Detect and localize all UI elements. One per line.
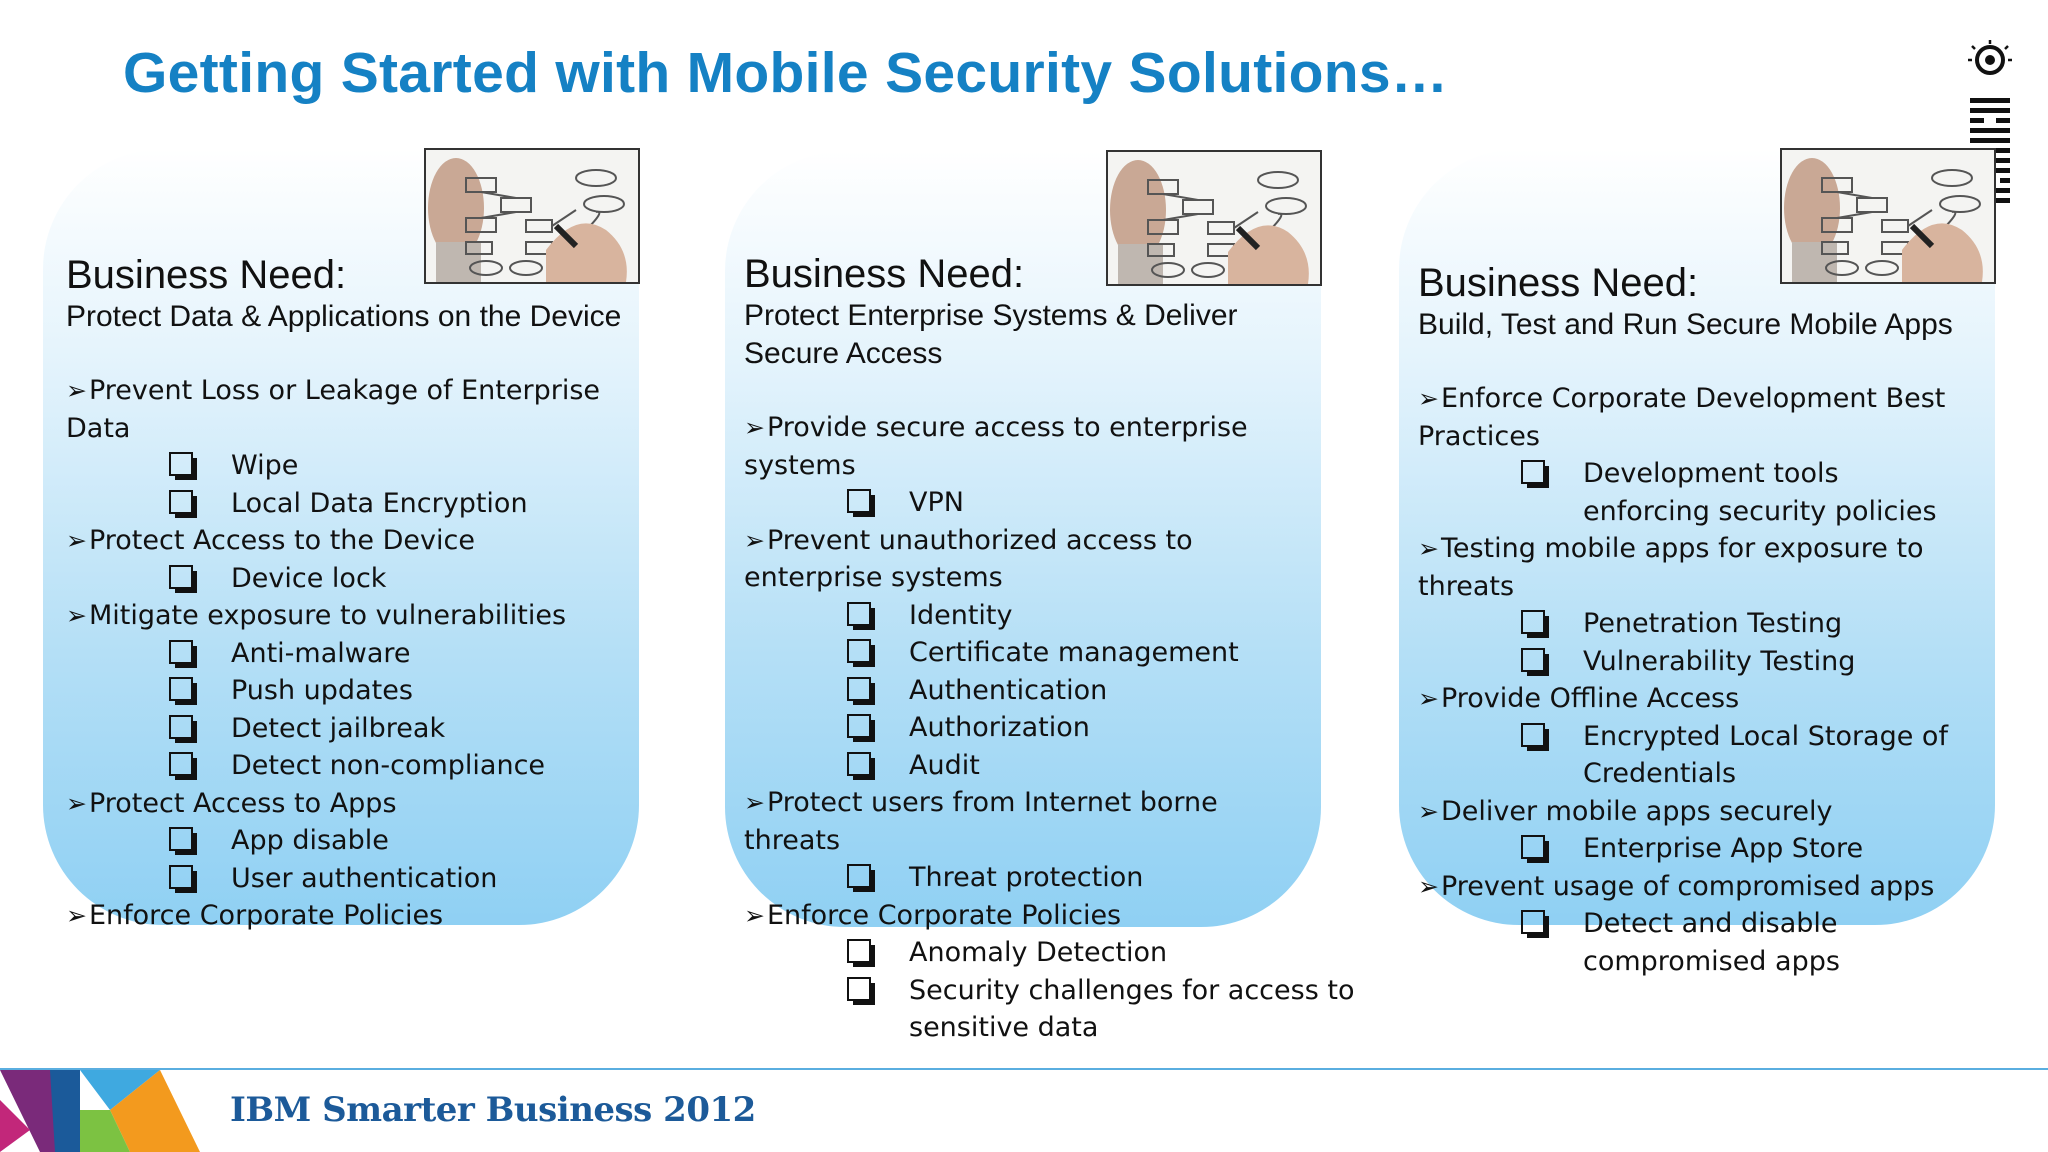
business-need-heading: Business Need:	[1418, 261, 1699, 305]
list-item	[1418, 680, 1958, 793]
sub-item-text: Threat protection	[909, 862, 1144, 893]
sub-item-text: Detect non-compliance	[231, 750, 546, 781]
sub-item-text: Certificate management	[909, 637, 1239, 668]
sub-item-text: Encrypted Local Storage of Credentials	[1583, 720, 1948, 789]
sub-item-text: Security challenges for access to sensitive data	[909, 974, 1355, 1043]
arrow-bullet-icon: ➢	[1418, 684, 1439, 713]
arrow-bullet-icon: ➢	[744, 525, 765, 555]
business-need-heading: Business Need:	[66, 253, 347, 297]
checkbox-icon	[1521, 910, 1545, 934]
list-item	[744, 784, 1314, 897]
sub-item-text: Vulnerability Testing	[1583, 645, 1856, 677]
list-item	[744, 409, 1314, 522]
arrow-bullet-icon: ➢	[66, 901, 87, 930]
list-item-text: Prevent unauthorized access to enterprise systems	[744, 524, 1193, 593]
checkbox-icon	[1521, 610, 1545, 634]
checkbox-icon	[847, 639, 871, 663]
sub-item-text: Detect and disable compromised apps	[1583, 908, 1840, 977]
sub-item	[744, 859, 1314, 897]
sub-item	[744, 972, 1379, 1047]
list-item-text: Prevent Loss or Leakage of Enterprise Data	[66, 375, 601, 444]
sub-item	[744, 484, 1314, 522]
sub-item-text: Authentication	[909, 674, 1108, 706]
list-item-text: Enforce Corporate Policies	[766, 899, 1122, 931]
arrow-bullet-icon: ➢	[1418, 871, 1439, 901]
requirements-list	[744, 409, 1355, 1047]
checkbox-icon	[169, 565, 193, 589]
sub-item	[744, 672, 1314, 710]
sub-item	[1418, 455, 1958, 530]
sub-item-text: Development tools enforcing security policies	[1583, 458, 1937, 527]
requirements-list	[66, 372, 636, 935]
sub-item-text: Local Data Encryption	[231, 487, 528, 519]
sub-item	[1418, 718, 1958, 793]
requirements-list	[1418, 380, 1958, 980]
arrow-bullet-icon: ➢	[66, 376, 87, 405]
sub-item	[66, 860, 636, 898]
checkbox-icon	[847, 602, 871, 626]
list-item-text: Protect Access to the Device	[88, 525, 475, 556]
list-item	[1418, 793, 1958, 868]
arrow-bullet-icon: ➢	[744, 788, 765, 817]
list-item-text: Testing mobile apps for exposure to threats	[1418, 533, 1924, 602]
list-item-text: Provide secure access to enterprise systems	[744, 412, 1248, 481]
checkbox-icon	[1521, 460, 1545, 484]
sub-item	[66, 710, 636, 748]
checkbox-icon	[847, 489, 871, 513]
list-item	[66, 897, 636, 935]
checkbox-icon	[169, 865, 193, 889]
sub-item	[66, 635, 636, 673]
checkbox-icon	[169, 677, 193, 701]
sub-item	[1418, 643, 1958, 681]
sub-item	[66, 822, 636, 860]
list-item-text: Deliver mobile apps securely	[1440, 795, 1833, 827]
sub-item-text: Anti-malware	[231, 637, 411, 669]
list-item	[1418, 530, 1958, 680]
arrow-bullet-icon: ➢	[744, 413, 765, 442]
business-need-description: Build, Test and Run Secure Mobile Apps	[1418, 308, 1953, 341]
checkbox-icon	[169, 640, 193, 664]
sub-item-text: VPN	[909, 487, 964, 518]
sub-item-text: Wipe	[231, 450, 299, 481]
list-item-text: Provide Offline Access	[1440, 683, 1740, 714]
checkbox-icon	[169, 490, 193, 514]
sub-item	[66, 485, 636, 523]
list-item	[1418, 380, 1958, 530]
sub-item-text: App disable	[231, 825, 389, 856]
sub-item	[66, 672, 636, 710]
column-3	[1418, 260, 1958, 980]
list-item	[744, 897, 1355, 1047]
checkbox-icon	[847, 677, 871, 701]
list-item	[66, 372, 636, 522]
sub-item-text: Detect jailbreak	[231, 712, 446, 744]
sub-item-text: User authentication	[231, 862, 498, 894]
checkbox-icon	[1521, 723, 1545, 747]
sub-item-text: Push updates	[231, 675, 413, 706]
list-item-text: Protect Access to Apps	[88, 787, 397, 819]
arrow-bullet-icon: ➢	[66, 601, 87, 630]
column-1	[66, 252, 636, 935]
checkbox-icon	[169, 752, 193, 776]
list-item-text: Enforce Corporate Development Best Practices	[1418, 383, 1946, 452]
arrow-bullet-icon: ➢	[1418, 796, 1439, 826]
sub-item-text: Audit	[909, 749, 980, 781]
checkbox-icon	[169, 827, 193, 851]
list-item-text: Enforce Corporate Policies	[88, 900, 444, 931]
sub-item	[744, 634, 1314, 672]
sub-item	[1418, 905, 1958, 980]
sub-item	[744, 709, 1314, 747]
event-brand-graphic-icon	[0, 1070, 220, 1152]
business-need-description: Protect Data & Applications on the Device	[66, 300, 622, 333]
list-item-text: Mitigate exposure to vulnerabilities	[88, 600, 567, 631]
list-item	[66, 522, 636, 597]
business-need-heading: Business Need:	[744, 252, 1025, 296]
arrow-bullet-icon: ➢	[744, 900, 765, 930]
footer-divider	[0, 1068, 2048, 1070]
checkbox-icon	[847, 714, 871, 738]
sub-item-text: Enterprise App Store	[1583, 833, 1864, 864]
column-2	[744, 251, 1355, 1047]
sub-item-text: Device lock	[231, 562, 387, 594]
sub-item	[744, 747, 1314, 785]
sub-item	[1418, 830, 1958, 868]
checkbox-icon	[847, 864, 871, 888]
checkbox-icon	[847, 752, 871, 776]
list-item-text: Prevent usage of compromised apps	[1440, 870, 1935, 902]
sub-item-text: Identity	[909, 599, 1013, 631]
checkbox-icon	[1521, 835, 1545, 859]
slide-title: Getting Started with Mobile Security Solutions…	[123, 41, 1449, 105]
sub-item	[66, 560, 636, 598]
checkbox-icon	[169, 715, 193, 739]
checkbox-icon	[847, 977, 871, 1001]
list-item-text: Protect users from Internet borne threats	[744, 787, 1218, 856]
checkbox-icon	[1521, 648, 1545, 672]
sub-item-text: Anomaly Detection	[909, 937, 1168, 968]
list-item	[66, 597, 636, 785]
sub-item	[66, 447, 636, 485]
sub-item	[744, 934, 1314, 972]
checkbox-icon	[169, 452, 193, 476]
list-item	[1418, 868, 1958, 981]
checkbox-icon	[847, 939, 871, 963]
sub-item	[744, 597, 1314, 635]
arrow-bullet-icon: ➢	[66, 526, 87, 555]
arrow-bullet-icon: ➢	[1418, 384, 1439, 413]
list-item	[744, 522, 1314, 785]
sub-item-text: Penetration Testing	[1583, 608, 1843, 639]
list-item	[66, 785, 636, 898]
sub-item	[1418, 605, 1958, 643]
sub-item-text: Authorization	[909, 712, 1090, 743]
business-need-description: Protect Enterprise Systems & Deliver Secure Access	[744, 299, 1238, 370]
arrow-bullet-icon: ➢	[66, 788, 87, 818]
arrow-bullet-icon: ➢	[1418, 534, 1439, 563]
footer-event-title: IBM Smarter Business 2012	[230, 1090, 756, 1130]
sub-item	[66, 747, 636, 785]
